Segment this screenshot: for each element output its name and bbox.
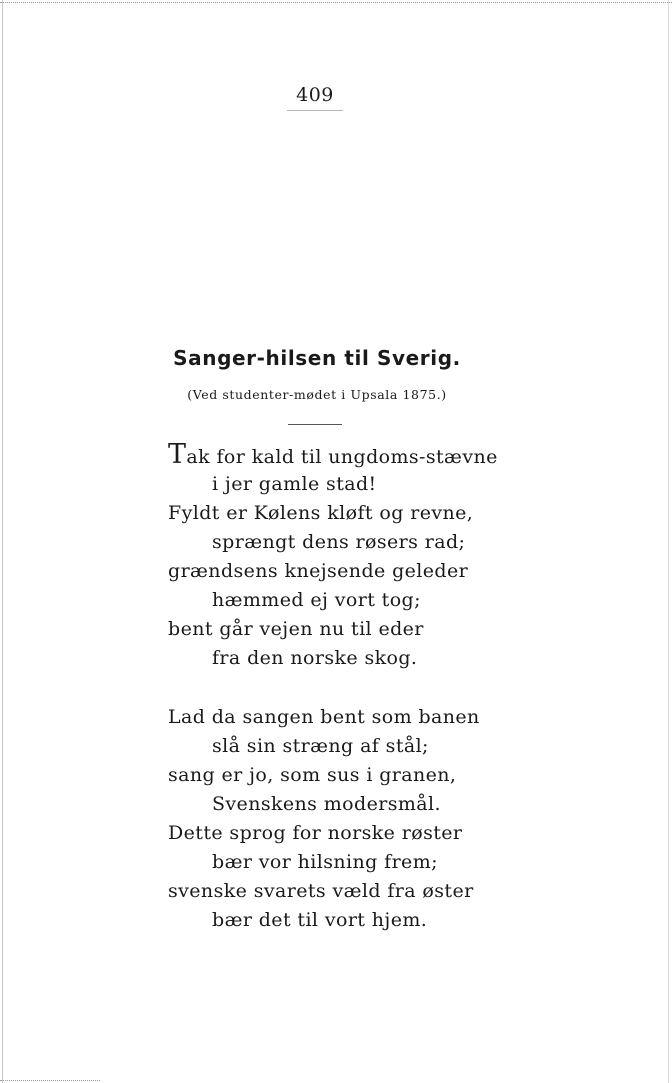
poem-line: sprængt dens røsers rad; bbox=[212, 531, 466, 553]
stanza-2 bbox=[0, 703, 672, 935]
scan-top-edge bbox=[0, 2, 672, 3]
poem-line: i jer gamle stad! bbox=[212, 473, 377, 495]
initial-letter: T bbox=[168, 439, 187, 470]
poem-line: fra den norske skog. bbox=[212, 647, 418, 669]
poem-line: Fyldt er Kølens kløft og revne, bbox=[168, 502, 474, 524]
poem-line: hæmmed ej vort tog; bbox=[212, 589, 421, 611]
poem-line: bær vor hilsning frem; bbox=[212, 851, 438, 873]
line-text: ak for kald til ungdoms-stævne bbox=[186, 446, 498, 468]
scan-bottom-edge bbox=[0, 1080, 100, 1081]
poem-line: sang er jo, som sus i granen, bbox=[168, 764, 457, 786]
poem-line: Svenskens modersmål. bbox=[212, 793, 441, 815]
poem-line: Lad da sangen bent som banen bbox=[168, 706, 480, 728]
poem-title: Sanger-hilsen til Sverig. bbox=[173, 346, 461, 370]
stanza-1 bbox=[0, 441, 672, 673]
poem-line: slå sin stræng af stål; bbox=[212, 735, 429, 757]
page-number: 409 bbox=[296, 84, 334, 106]
poem-line: bær det til vort hjem. bbox=[212, 909, 428, 931]
poem-line bbox=[0, 441, 672, 470]
poem-line: Dette sprog for norske røster bbox=[168, 822, 463, 844]
poem-line: svenske svarets væld fra øster bbox=[168, 880, 474, 902]
title-divider bbox=[288, 424, 342, 425]
poem-line: bent går vejen nu til eder bbox=[168, 618, 424, 640]
poem-line: grændsens knejsende geleder bbox=[168, 560, 469, 582]
poem-subtitle: (Ved studenter-mødet i Upsala 1875.) bbox=[187, 387, 447, 402]
page-number-divider bbox=[287, 110, 343, 111]
